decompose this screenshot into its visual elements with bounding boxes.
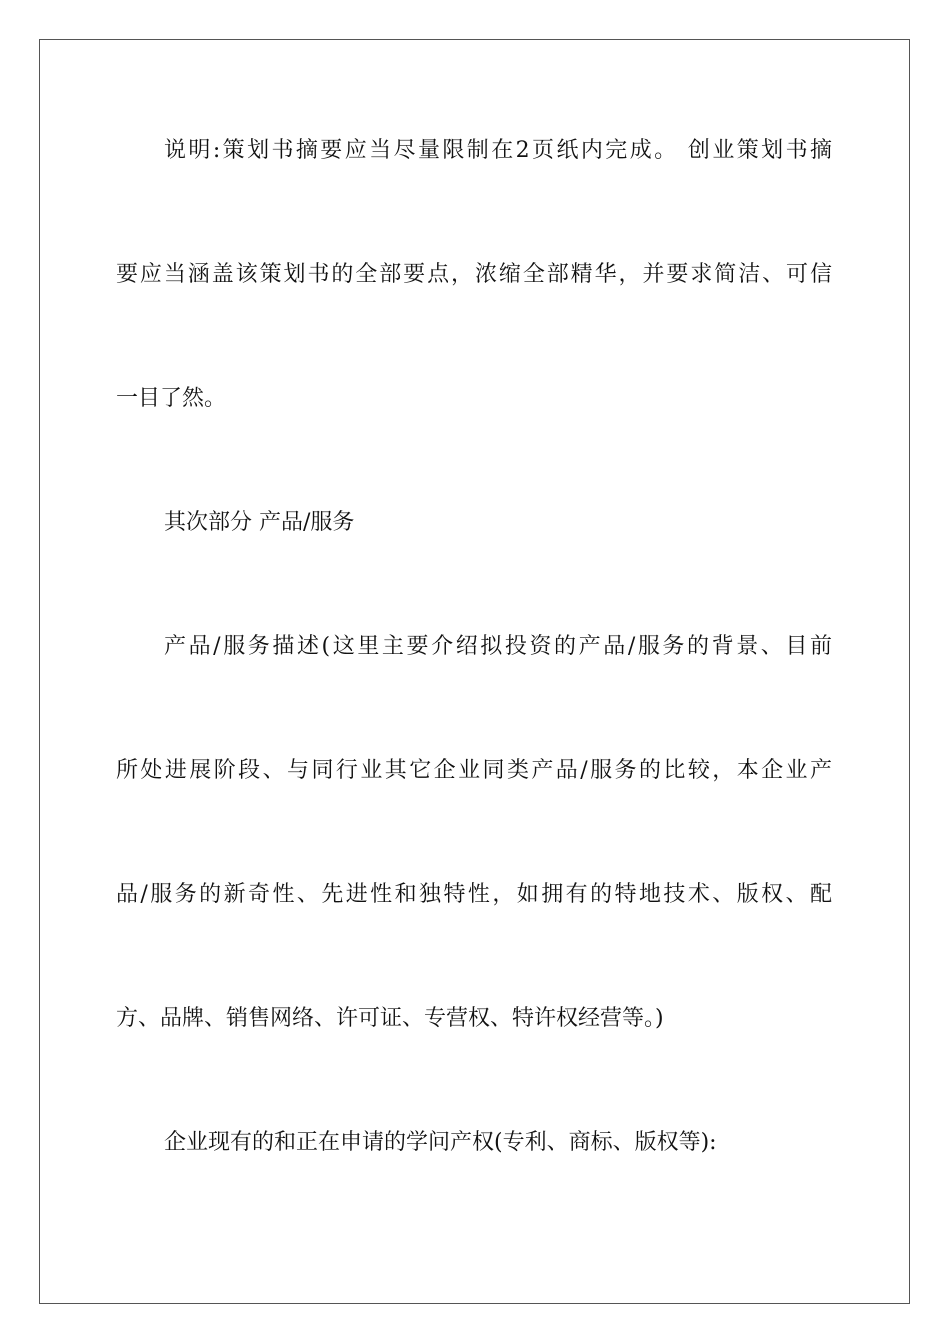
paragraph-description-line-1: 产品/服务描述(这里主要介绍拟投资的产品/服务的背景、目前 [164,634,832,659]
paragraph-ip-line-1: 企业现有的和正在申请的学问产权(专利、商标、版权等): [164,1130,717,1155]
paragraph-summary-line-3: 一目了然。 [116,386,227,411]
paragraph-description-line-4: 方、品牌、销售网络、许可证、专营权、特许权经营等。) [116,1006,664,1031]
page-border [39,39,910,1304]
paragraph-summary-line-1: 说明:策划书摘要应当尽量限制在2页纸内完成。 创业策划书摘 [164,138,832,163]
paragraph-summary-line-2: 要应当涵盖该策划书的全部要点，浓缩全部精华，并要求简洁、可信 [116,262,832,287]
paragraph-description-line-3: 品/服务的新奇性、先进性和独特性，如拥有的特地技术、版权、配 [116,882,832,907]
section-heading: 其次部分 产品/服务 [164,510,355,535]
paragraph-description-line-2: 所处进展阶段、与同行业其它企业同类产品/服务的比较，本企业产 [116,758,832,783]
